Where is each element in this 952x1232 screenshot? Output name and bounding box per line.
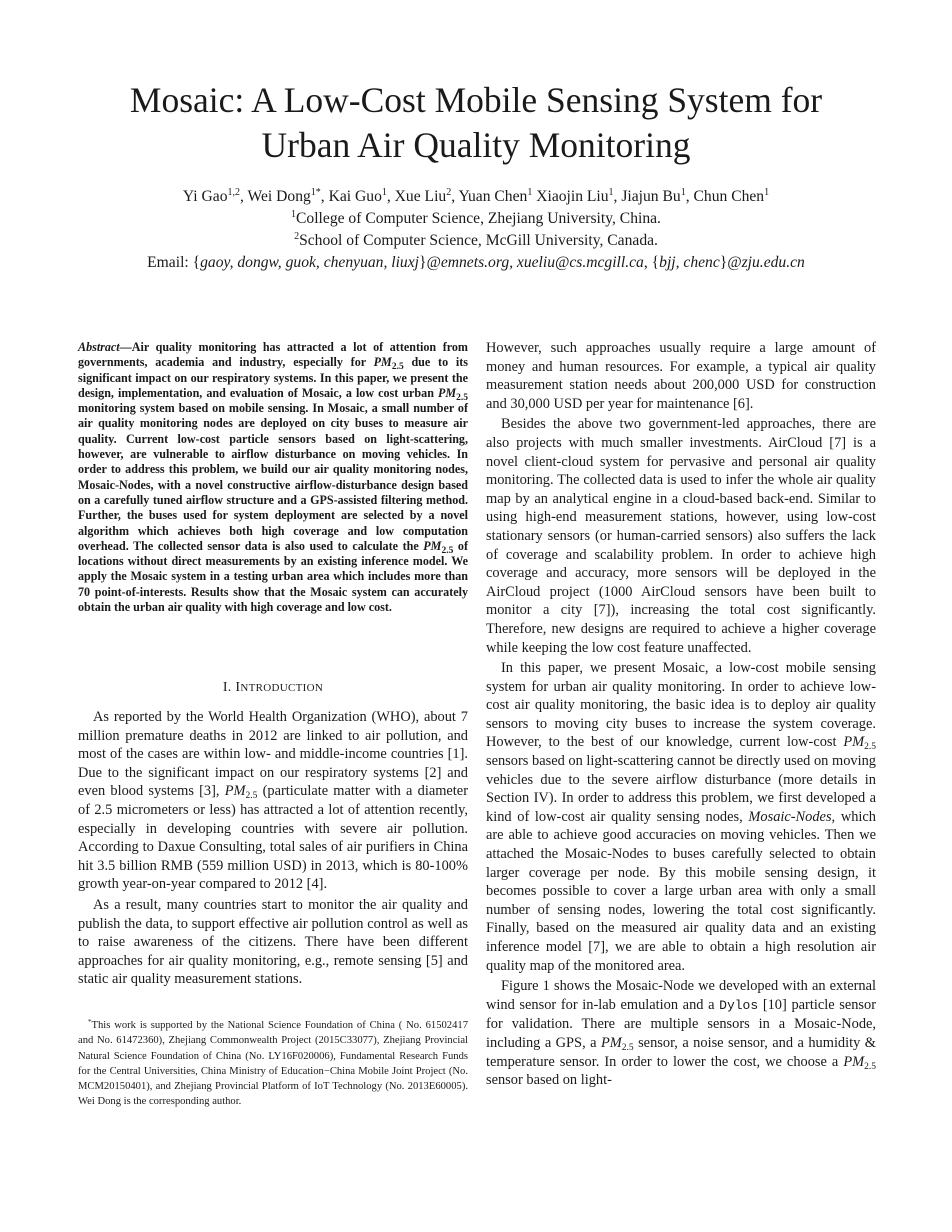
math-subscript: 2.5 — [864, 742, 876, 753]
math-pm25: $PM_{2.5}$ — [224, 783, 258, 802]
italic-text: gaoy, dongw, guok, chenyuan, liuxj — [200, 254, 419, 271]
author-affiliation-mark: 1 — [608, 187, 614, 198]
affiliation-text: School of Computer Science, McGill University, Canada. — [299, 232, 658, 249]
title-line-2: Urban Air Quality Monitoring — [261, 125, 691, 165]
italic-text: Mosaic-Nodes — [748, 808, 832, 825]
math-pm25: $PM_{2.5}$ — [843, 734, 876, 753]
math-pm25: $PM_{2.5}$ — [373, 355, 404, 373]
italic-text: bjj, chenc — [659, 254, 720, 271]
paragraph: Figure 1 shows the Mosaic-Node we developed with an external wind sensor for in-lab emulation and a Dylos [10] particle sensor for validation. There are multiple sensors in a Mosaic-Node, including a GPS, a $PM_{2.5}$ sensor, a noise sensor, and a humidity & temperature sensor. In order to lower the cost, we choose a $PM_{2.5}$ sensor based on light- — [486, 978, 877, 1089]
author-affiliation-mark: 1 — [764, 187, 770, 198]
footnote-text: This work is supported by the National Science Foundation of China ( No. 61502417 and No. 61472360), Zhejiang Commonwealth Project (2015C33077), Zhejiang Provincial Natural Science Foundation of China (No. LY16F020006), Fundamental Research Funds for the Central Universities, China Ministry of Education−China Mobile Joint Project (No. MCM20150401), and Zhejiang Provincial Platform of IoT Technology (No. 2013E60005). Wei Dong is the corresponding author. — [78, 1020, 468, 1108]
math-subscript: 2.5 — [456, 392, 468, 403]
affiliation-text: College of Computer Science, Zhejiang University, China. — [296, 210, 661, 227]
math-pm25: $PM_{2.5}$ — [843, 1053, 876, 1072]
math-subscript: 2.5 — [441, 545, 454, 556]
author-affiliation-mark: 1 — [381, 187, 387, 198]
math-subscript: 2.5 — [864, 1061, 876, 1072]
math-subscript: 2.5 — [621, 1042, 634, 1053]
section-number: I. — [222, 680, 232, 695]
author-name: Yi Gao — [182, 188, 228, 205]
paragraph: Besides the above two government-led approaches, there are also projects with much smaller investments. AirCloud [7] is a novel client-cloud system for pervasive and personal air quality monitoring. The collected data is used to infer the whole air quality map by an analytical engine in a cloud-based back-end. Similar to using high-end measurement stations, however, using low-cost stationary sensors (or human-carried sensors) also suffers the lack of coverage and scalability problem. In order to achieve high coverage and accuracy, more sensors will be deployed in the AirCloud project (1000 AirCloud sensors have been built to monitor a city [7]), increasing the total cost significantly. Therefore, new designs are required to achieve a higher coverage while keeping the low cost feature unaffected. — [486, 416, 876, 656]
title-line-1: Mosaic: A Low-Cost Mobile Sensing System for — [129, 80, 823, 120]
affiliation-mark: 2 — [294, 231, 300, 242]
math-pm25: $PM_{2.5}$ — [600, 1034, 634, 1053]
section-title-initial: I — [235, 680, 241, 695]
author-name: Yuan Chen — [458, 188, 528, 205]
right-column-body — [486, 339, 876, 1092]
abstract-text: Air quality monitoring has attracted a lot of attention from governments, academia and industry, especially for $PM_{2.5}$ due to its significant impact on our respiratory systems. In this paper, we present the design, implementation, and evaluation of Mosaic, a low cost urban $PM_{2.5}$ monitoring system based on mobile sensing. In Mosaic, a small number of air quality monitoring nodes are deployed on city buses to measure air quality. Current low-cost particle sensors based on light-scattering, however, are vulnerable to airflow disturbance on moving vehicles. In order to address this problem, we build our air quality monitoring nodes, Mosaic-Nodes, with a novel constructive airflow-disturbance design based on a carefully tuned airflow structure and a GPS-assisted filtering method. Further, the buses used for system deployment are selected by a novel algorithm which achieves both high coverage and low computation overhead. The collected sensor data is also used to calculate the $PM_{2.5}$ of locations without direct measurements by an existing inference model. We apply the Mosaic system in a testing urban area which includes more than 70 point-of-interests. Results show that the Mosaic system can accurately obtain the urban air quality with high coverage and low cost. — [78, 340, 468, 615]
monospace-text: Dylos — [719, 997, 759, 1013]
email-line: Email: {gaoy, dongw, guok, chenyuan, liuxj}@emnets.org, xueliu@cs.mcgill.ca, {bjj, chenc}@zju.edu.cn — [147, 254, 805, 271]
footnote-mark: * — [88, 1018, 92, 1026]
author-name: Xiaojin Liu — [536, 188, 609, 205]
italic-text: @zju.edu.cn — [727, 254, 805, 271]
section-title-rest: NTRODUCTION — [240, 682, 324, 694]
footnote — [78, 1018, 468, 1110]
abstract-paragraph — [78, 340, 468, 615]
affiliation-mark: 1 — [291, 209, 297, 220]
math-subscript: 2.5 — [245, 791, 258, 802]
author-name: Xue Liu — [394, 188, 447, 205]
paper-title — [0, 78, 952, 168]
abstract-dash: — — [119, 340, 132, 354]
left-column-body — [78, 708, 468, 991]
author-name: Chun Chen — [693, 188, 765, 205]
math-pm25: $PM_{2.5}$ — [423, 538, 454, 556]
author-name: Wei Dong — [247, 188, 311, 205]
author-name: Jiajun Bu — [621, 188, 681, 205]
italic-text: @emnets.org, xueliu@cs.mcgill.ca — [426, 254, 644, 271]
abstract — [78, 340, 468, 617]
section-heading-introduction — [78, 680, 468, 696]
author-name: Kai Guo — [328, 188, 382, 205]
author-block — [0, 186, 952, 274]
author-list: Yi Gao$^{1,2}$, Wei Dong$^{1*}$, Kai Guo$^1$, Xue Liu$^2$, Yuan Chen$^1$ Xiaojin Liu$^1$, Jiajun Bu$^1$, Chun Chen$^1$ — [182, 187, 770, 205]
author-affiliation-mark: 2 — [446, 187, 452, 198]
math-pm25: $PM_{2.5}$ — [437, 385, 468, 403]
affiliation-1 — [0, 208, 952, 230]
affiliation-2 — [0, 230, 952, 252]
abstract-label: Abstract — [78, 340, 120, 354]
paragraph: As a result, many countries start to monitor the air quality and publish the data, to support effective air pollution control as well as to raise awareness of the citizens. There have been different approaches for air quality monitoring, e.g., remote sensing [5] and static air quality measurement stations. — [78, 896, 468, 988]
paragraph: However, such approaches usually require a large amount of money and human resources. For example, a typical air quality measurement station needs about 200,000 USD for construction and 30,000 USD per year for maintenance [6]. — [486, 340, 876, 412]
author-affiliation-mark: 1 — [527, 187, 533, 198]
author-affiliation-mark: 1* — [310, 187, 321, 198]
paragraph: In this paper, we present Mosaic, a low-cost mobile sensing system for urban air quality monitoring. In order to achieve low-cost air quality monitoring, the basic idea is to deploy air quality sensors to moving city buses to increase the system coverage. However, to the best of our knowledge, current low-cost $PM_{2.5}$ sensors based on light-scattering cannot be directly used on moving vehicles due to the severe airflow disturbance (more details in Section IV). In order to address this problem, we first developed a kind of low-cost air quality sensing nodes, Mosaic-Nodes, which are able to achieve good accuracies on moving vehicles. Then we attached the Mosaic-Nodes to buses carefully selected to obtain larger coverage per node. By this mobile sensing design, it becomes possible to cover a large urban area with only a small number of sensing nodes, lowering the total cost significantly. Finally, based on the measured air quality data and an existing inference model [7], we are able to obtain a high resolution air quality map of the monitored area. — [486, 660, 876, 974]
math-subscript: 2.5 — [391, 362, 404, 373]
author-affiliation-mark: 1,2 — [227, 187, 240, 198]
author-affiliation-mark: 1 — [680, 187, 686, 198]
paragraph: As reported by the World Health Organization (WHO), about 7 million premature deaths in 2012 are linked to air pollution, and most of the cases are within low- and middle-income countries [1]. Due to the significant impact on our respiratory systems [2] and even blood systems [3], $PM_{2.5}$ (particulate matter with a diameter of 2.5 micrometers or less) has attracted a lot of attention recently, especially in developing countries with severe air pollution. According to Daxue Consulting, total sales of air purifiers in China hit 3.5 billion RMB (559 million USD) in 2013, which is 80-100% growth year-on-year compared to 2012 [4]. — [78, 709, 468, 893]
